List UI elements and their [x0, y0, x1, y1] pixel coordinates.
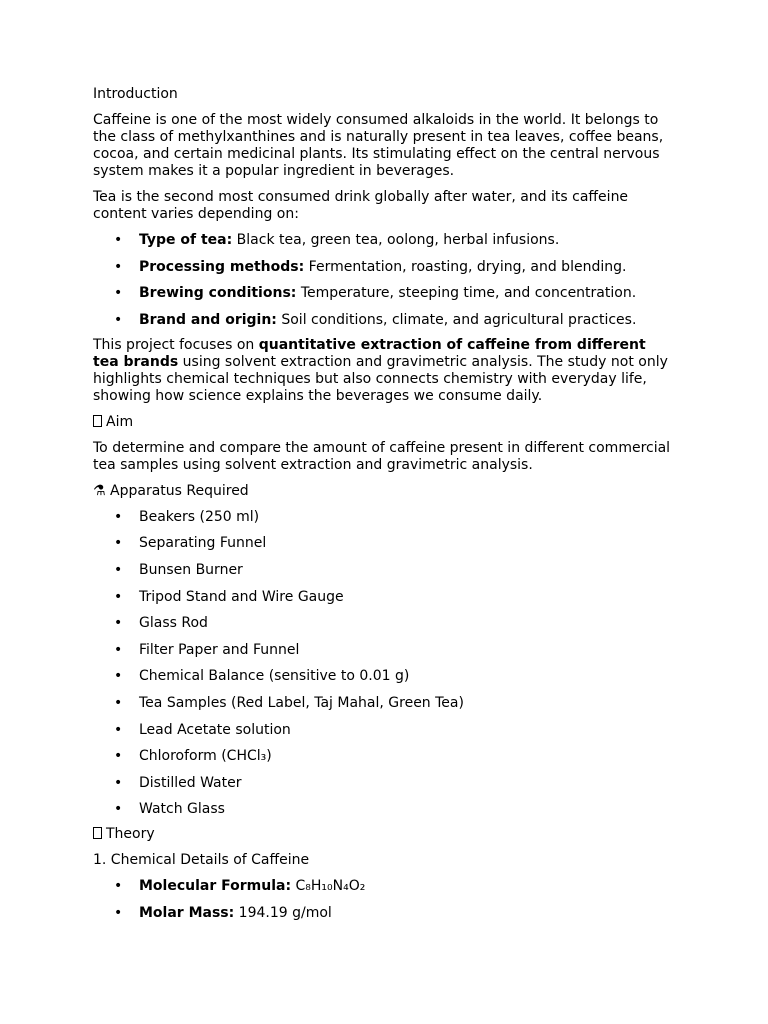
list-item [93, 509, 675, 526]
theory-subheading: 1. Chemical Details of Caffeine [93, 852, 310, 869]
list-item [93, 259, 675, 276]
apparatus-heading [93, 483, 675, 500]
list-item-text: Soil conditions, climate, and agricultural practices. [276, 311, 637, 328]
list-item [93, 615, 675, 632]
box-icon [93, 827, 102, 839]
list-item [93, 668, 675, 685]
list-item-text: Tripod Stand and Wire Gauge [139, 588, 344, 605]
intro-paragraph-1: Caffeine is one of the most widely consumed alkaloids in the world. It belongs to the class of methylxanthines and is naturally present in tea leaves, coffee beans, cocoa, and certain medicinal plants. Its stimulating effect on the central nervous system makes it a popular ingredient in beverages. [93, 112, 664, 179]
bullet-icon: • [114, 801, 123, 818]
bullet-icon: • [114, 694, 123, 711]
bullet-icon: • [114, 258, 123, 275]
intro-paragraph-3 [93, 337, 675, 405]
list-item [93, 878, 675, 895]
list-item-text: Distilled Water [139, 774, 242, 791]
list-item-text: C₈H₁₀N₄O₂ [291, 878, 366, 895]
list-item [93, 562, 675, 579]
list-item-label: Brand and origin: [139, 311, 277, 328]
aim-text: To determine and compare the amount of caffeine present in different commercial tea samples using solvent extraction and gravimetric analysis. [93, 439, 671, 473]
list-item [93, 722, 675, 739]
list-item-label: Type of tea: [139, 232, 233, 248]
list-item-text: Temperature, steeping time, and concentration. [296, 285, 637, 302]
list-item [93, 695, 675, 712]
list-item [93, 285, 675, 302]
list-item-label: Brewing conditions: [139, 285, 297, 302]
bullet-icon: • [114, 588, 123, 605]
bullet-icon: • [114, 668, 123, 685]
caffeine-factors-list [93, 232, 675, 329]
apparatus-list [93, 509, 675, 819]
list-item [93, 232, 675, 249]
caffeine-details-list [93, 878, 675, 922]
bullet-icon: • [114, 535, 123, 552]
paragraph-emphasis: quantitative extraction of caffeine from different tea brands [93, 336, 646, 370]
bullet-icon: • [114, 878, 123, 895]
paragraph-text: using solvent extraction and gravimetric analysis. The study not only highlights chemical techniques but also connects chemistry with everyday life, showing how science explains the beverages we consume daily. [93, 353, 668, 404]
list-item [93, 312, 675, 329]
bullet-icon: • [114, 508, 123, 525]
bullet-icon: • [114, 641, 123, 658]
list-item [93, 801, 675, 818]
list-item-text: 194.19 g/mol [234, 904, 332, 921]
aim-heading-text: Aim [106, 413, 134, 430]
flask-icon: ⚗ [93, 482, 106, 499]
bullet-icon: • [114, 904, 123, 921]
aim-heading [93, 414, 675, 431]
list-item-label: Molar Mass: [139, 904, 235, 921]
bullet-icon: • [114, 748, 123, 765]
list-item-text: Separating Funnel [139, 535, 267, 552]
list-item-label: Molecular Formula: [139, 878, 292, 895]
list-item-text: Beakers (250 ml) [139, 508, 260, 525]
list-item-text: Filter Paper and Funnel [139, 641, 300, 658]
theory-heading [93, 826, 675, 843]
list-item [93, 748, 675, 765]
bullet-icon: • [114, 232, 123, 248]
intro-heading: Introduction [93, 86, 178, 102]
list-item-text: Fermentation, roasting, drying, and blending. [304, 258, 627, 275]
list-item [93, 905, 675, 922]
list-item-text: Watch Glass [139, 801, 225, 818]
bullet-icon: • [114, 721, 123, 738]
list-item-text: Bunsen Burner [139, 561, 243, 578]
list-item-text: Black tea, green tea, oolong, herbal infusions. [232, 232, 560, 248]
list-item [93, 535, 675, 552]
box-icon [93, 415, 102, 427]
list-item-text: Glass Rod [139, 615, 208, 632]
list-item-label: Processing methods: [139, 258, 305, 275]
list-item-text: Tea Samples (Red Label, Taj Mahal, Green Tea) [139, 694, 464, 711]
list-item-text: Chemical Balance (sensitive to 0.01 g) [139, 668, 410, 685]
paragraph-text: This project focuses on [93, 336, 259, 353]
bullet-icon: • [114, 615, 123, 632]
list-item [93, 775, 675, 792]
list-item-text: Chloroform (CHCl₃) [139, 748, 272, 765]
bullet-icon: • [114, 311, 123, 328]
bullet-icon: • [114, 561, 123, 578]
bullet-icon: • [114, 774, 123, 791]
bullet-icon: • [114, 285, 123, 302]
list-item [93, 642, 675, 659]
apparatus-heading-text: Apparatus Required [110, 482, 249, 499]
intro-paragraph-2: Tea is the second most consumed drink globally after water, and its caffeine content varies depending on: [93, 189, 629, 222]
list-item-text: Lead Acetate solution [139, 721, 291, 738]
theory-heading-text: Theory [106, 826, 155, 843]
list-item [93, 589, 675, 606]
